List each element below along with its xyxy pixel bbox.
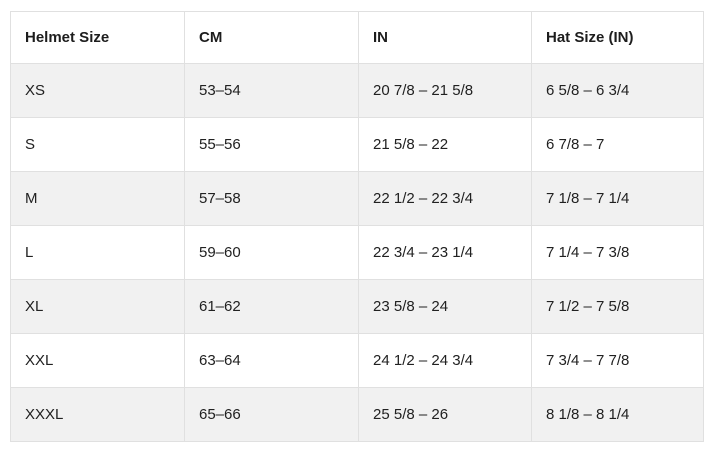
cell-cm: 57–58 <box>185 172 359 226</box>
header-row <box>11 12 704 64</box>
table-row-s <box>11 118 704 172</box>
cell-cm: 55–56 <box>185 118 359 172</box>
cell-hat-size: 7 1/2 – 7 5/8 <box>532 280 704 334</box>
table-row-m <box>11 172 704 226</box>
column-header-helmet-size: Helmet Size <box>11 12 185 64</box>
cell-cm: 63–64 <box>185 334 359 388</box>
cell-in: 21 5/8 – 22 <box>359 118 532 172</box>
cell-in: 22 1/2 – 22 3/4 <box>359 172 532 226</box>
cell-hat-size: 7 3/4 – 7 7/8 <box>532 334 704 388</box>
table-row-xs <box>11 64 704 118</box>
table-row-xl <box>11 280 704 334</box>
cell-in: 25 5/8 – 26 <box>359 388 532 442</box>
column-header-hat-size: Hat Size (IN) <box>532 12 704 64</box>
column-header-in: IN <box>359 12 532 64</box>
cell-hat-size: 6 5/8 – 6 3/4 <box>532 64 704 118</box>
cell-helmet-size: M <box>11 172 185 226</box>
cell-helmet-size: S <box>11 118 185 172</box>
column-header-cm: CM <box>185 12 359 64</box>
cell-hat-size: 6 7/8 – 7 <box>532 118 704 172</box>
cell-in: 23 5/8 – 24 <box>359 280 532 334</box>
helmet-size-chart-table <box>10 11 704 442</box>
cell-helmet-size: XXXL <box>11 388 185 442</box>
table-row-l <box>11 226 704 280</box>
cell-hat-size: 7 1/8 – 7 1/4 <box>532 172 704 226</box>
cell-helmet-size: XS <box>11 64 185 118</box>
cell-in: 20 7/8 – 21 5/8 <box>359 64 532 118</box>
cell-helmet-size: XXL <box>11 334 185 388</box>
cell-cm: 53–54 <box>185 64 359 118</box>
cell-helmet-size: L <box>11 226 185 280</box>
cell-in: 22 3/4 – 23 1/4 <box>359 226 532 280</box>
cell-cm: 61–62 <box>185 280 359 334</box>
table-row-xxxl <box>11 388 704 442</box>
cell-cm: 59–60 <box>185 226 359 280</box>
cell-in: 24 1/2 – 24 3/4 <box>359 334 532 388</box>
cell-cm: 65–66 <box>185 388 359 442</box>
cell-hat-size: 8 1/8 – 8 1/4 <box>532 388 704 442</box>
cell-hat-size: 7 1/4 – 7 3/8 <box>532 226 704 280</box>
cell-helmet-size: XL <box>11 280 185 334</box>
table-row-xxl <box>11 334 704 388</box>
